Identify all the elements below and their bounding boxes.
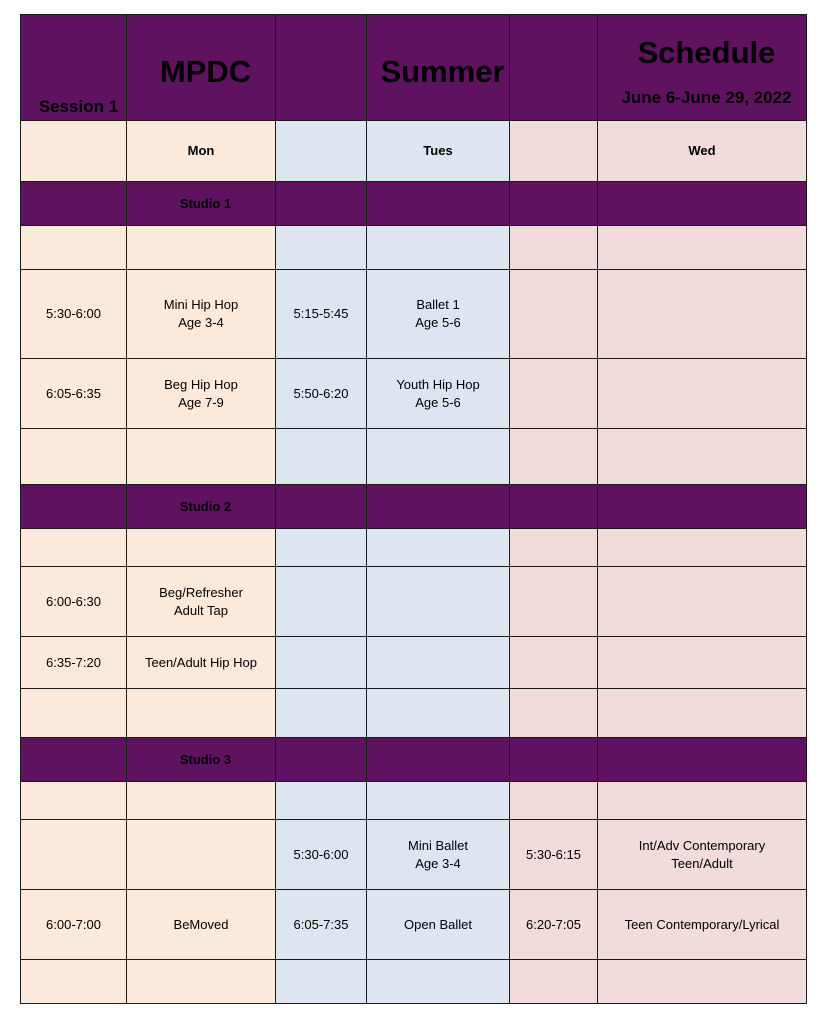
- class-row: [21, 689, 807, 738]
- class-time-cell: [276, 689, 367, 738]
- title-row: [21, 15, 807, 121]
- class-name-cell: [367, 270, 510, 359]
- blank-studio-cell: [367, 485, 510, 529]
- class-time-cell: [276, 270, 367, 359]
- class-time-cell: [276, 890, 367, 960]
- class-time: 6:05-7:35: [293, 916, 349, 932]
- class-time: 5:30-6:15: [526, 846, 581, 862]
- session-label: Session 1: [38, 97, 119, 116]
- class-name-cell: [127, 782, 276, 820]
- class-name-cell: [127, 429, 276, 485]
- class-time-cell: [510, 960, 598, 1004]
- class-time-cell: [510, 637, 598, 689]
- class-name: Open Ballet: [404, 916, 472, 932]
- blank-studio-cell: [598, 485, 807, 529]
- date-range: June 6-June 29, 2022: [621, 88, 792, 107]
- blank-studio-cell: [598, 738, 807, 782]
- blank-studio-cell: [276, 182, 367, 226]
- class-row: [21, 960, 807, 1004]
- class-name-cell: [127, 637, 276, 689]
- day-header-row: [21, 121, 807, 182]
- blank-studio-cell: [276, 738, 367, 782]
- class-name: Int/Adv Contemporary Teen/Adult: [638, 837, 766, 871]
- class-time-cell: [21, 637, 127, 689]
- class-row: [21, 890, 807, 960]
- blank-studio-cell: [510, 182, 598, 226]
- class-time-cell: [510, 270, 598, 359]
- blank-studio-cell: [367, 738, 510, 782]
- class-name: Beg Hip Hop Age 7-9: [164, 376, 238, 410]
- class-row: [21, 226, 807, 270]
- class-name-cell: [598, 529, 807, 567]
- day-wed: Wed: [598, 121, 807, 182]
- class-name-cell: [598, 890, 807, 960]
- studio-name-cell: [127, 182, 276, 226]
- class-time-cell: [510, 529, 598, 567]
- blank-studio-cell: [21, 738, 127, 782]
- class-name-cell: [127, 689, 276, 738]
- title-word-mpdc: MPDC: [159, 53, 252, 89]
- class-time-cell: [510, 567, 598, 637]
- blank-studio-cell: [367, 182, 510, 226]
- class-name: BeMoved: [173, 916, 229, 932]
- blank-header-cell: [510, 15, 598, 121]
- title-word-cell: [127, 15, 276, 121]
- class-name: Ballet 1 Age 5-6: [415, 297, 461, 330]
- class-name-cell: [127, 820, 276, 890]
- class-name: Mini Ballet Age 3-4: [408, 837, 468, 871]
- class-name: Beg/Refresher Adult Tap: [159, 584, 243, 618]
- blank-header-cell: [276, 15, 367, 121]
- class-time-cell: [276, 429, 367, 485]
- class-time-cell: [21, 529, 127, 567]
- title-word-summer: Summer: [380, 53, 505, 89]
- class-name: Mini Hip Hop Age 3-4: [163, 297, 239, 330]
- class-time-cell: [276, 820, 367, 890]
- class-time-cell: [276, 960, 367, 1004]
- class-time-cell: [21, 960, 127, 1004]
- class-time-cell: [510, 782, 598, 820]
- class-time: 5:30-6:00: [293, 846, 349, 862]
- studio-name-cell: [127, 485, 276, 529]
- class-time-cell: [276, 529, 367, 567]
- class-time: 6:35-7:20: [46, 654, 101, 670]
- class-time: 6:05-6:35: [46, 385, 101, 401]
- studio-name: Studio 3: [179, 751, 232, 767]
- class-time-cell: [21, 270, 127, 359]
- class-time-cell: [21, 226, 127, 270]
- class-time-cell: [21, 782, 127, 820]
- class-name-cell: [367, 960, 510, 1004]
- studio-header-row: [21, 182, 807, 226]
- blank-day-cell: [21, 121, 127, 182]
- class-time-cell: [510, 359, 598, 429]
- class-time-cell: [510, 226, 598, 270]
- class-time-cell: [21, 567, 127, 637]
- class-time-cell: [276, 359, 367, 429]
- blank-studio-cell: [276, 485, 367, 529]
- studio-header-row: [21, 485, 807, 529]
- class-name-cell: [367, 689, 510, 738]
- class-name-cell: [367, 637, 510, 689]
- class-time-cell: [21, 689, 127, 738]
- class-name-cell: [367, 359, 510, 429]
- class-time-cell: [21, 820, 127, 890]
- class-time: 6:00-6:30: [46, 593, 101, 609]
- class-name-cell: [127, 960, 276, 1004]
- class-name-cell: [598, 689, 807, 738]
- class-name-cell: [127, 567, 276, 637]
- class-name-cell: [367, 890, 510, 960]
- class-name-cell: [367, 429, 510, 485]
- class-name-cell: [598, 960, 807, 1004]
- schedule-table: [20, 14, 807, 1004]
- class-time-cell: [21, 429, 127, 485]
- class-row: [21, 429, 807, 485]
- class-name-cell: [598, 820, 807, 890]
- day-tue: Tues: [367, 121, 510, 182]
- class-time-cell: [276, 637, 367, 689]
- class-row: [21, 637, 807, 689]
- class-row: [21, 782, 807, 820]
- class-name-cell: [127, 359, 276, 429]
- class-name-cell: [367, 226, 510, 270]
- class-time-cell: [276, 226, 367, 270]
- class-time-cell: [276, 782, 367, 820]
- class-time: 5:50-6:20: [293, 385, 349, 401]
- class-name-cell: [598, 359, 807, 429]
- class-time: 6:00-7:00: [46, 916, 101, 932]
- studio-name-cell: [127, 738, 276, 782]
- class-name-cell: [598, 429, 807, 485]
- blank-studio-cell: [21, 182, 127, 226]
- title-word-cell: [367, 15, 510, 121]
- blank-day-cell: [276, 121, 367, 182]
- class-time-cell: [510, 820, 598, 890]
- class-time-cell: [510, 429, 598, 485]
- class-name-cell: [598, 270, 807, 359]
- blank-day-cell: [510, 121, 598, 182]
- class-name-cell: [367, 782, 510, 820]
- studio-name: Studio 1: [179, 195, 232, 211]
- class-name-cell: [598, 637, 807, 689]
- class-row: [21, 529, 807, 567]
- class-name: Teen/Adult Hip Hop: [144, 654, 257, 670]
- class-time-cell: [276, 567, 367, 637]
- class-name: Teen Contemporary/Lyrical: [624, 916, 780, 932]
- class-row: [21, 270, 807, 359]
- studio-header-row: [21, 738, 807, 782]
- blank-studio-cell: [510, 738, 598, 782]
- class-row: [21, 567, 807, 637]
- class-time-cell: [510, 689, 598, 738]
- class-name-cell: [598, 567, 807, 637]
- blank-studio-cell: [510, 485, 598, 529]
- session-cell: [21, 15, 127, 121]
- class-name-cell: [127, 226, 276, 270]
- class-name-cell: [598, 782, 807, 820]
- class-name-cell: [127, 270, 276, 359]
- title-word-cell: [598, 15, 807, 121]
- class-name: Youth Hip Hop Age 5-6: [396, 376, 480, 410]
- class-time-cell: [510, 890, 598, 960]
- class-name-cell: [367, 820, 510, 890]
- class-row: [21, 820, 807, 890]
- class-name-cell: [127, 890, 276, 960]
- class-name-cell: [367, 567, 510, 637]
- class-time: 5:30-6:00: [46, 306, 101, 321]
- class-time-cell: [21, 890, 127, 960]
- title-word-schedule: Schedule: [637, 35, 776, 70]
- class-name-cell: [367, 529, 510, 567]
- class-time: 5:15-5:45: [293, 306, 349, 321]
- class-row: [21, 359, 807, 429]
- blank-studio-cell: [598, 182, 807, 226]
- blank-studio-cell: [21, 485, 127, 529]
- studio-name: Studio 2: [179, 498, 232, 514]
- class-time: 6:20-7:05: [526, 916, 581, 932]
- class-time-cell: [21, 359, 127, 429]
- class-name-cell: [598, 226, 807, 270]
- class-name-cell: [127, 529, 276, 567]
- day-mon: Mon: [127, 121, 276, 182]
